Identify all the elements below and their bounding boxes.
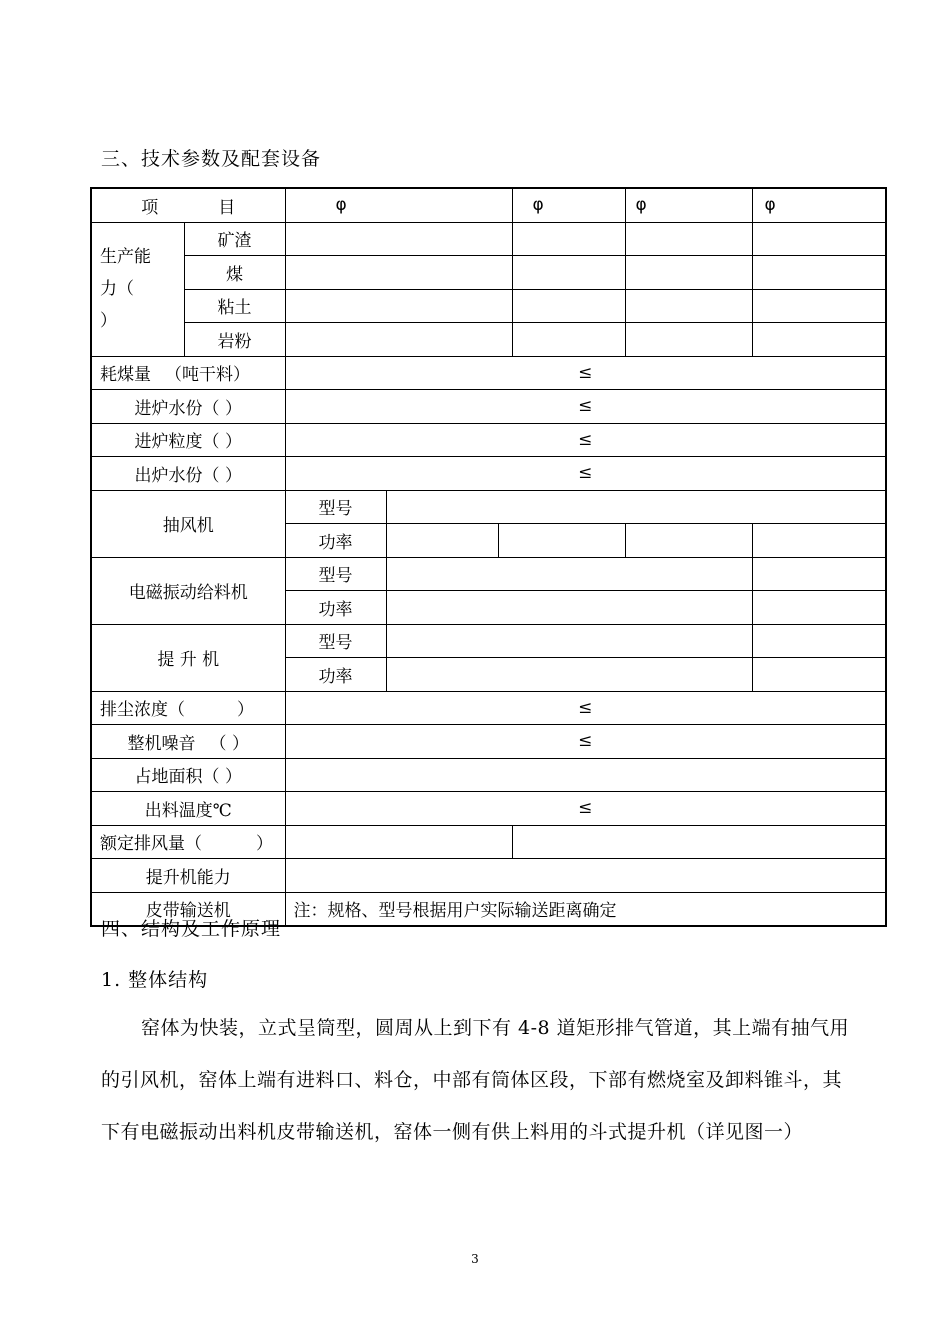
table-cell [752,323,886,357]
header-item-text-1: 项 [141,197,159,218]
table-cell [752,658,886,692]
dust-label-text: 排尘浓度（ [100,700,185,721]
inlet-size-value: ≤ [285,423,886,457]
table-cell [285,859,886,893]
table-cell [285,222,512,256]
fan-power-label: 功率 [285,524,386,558]
table-cell [386,557,752,591]
table-cell [285,825,512,859]
table-cell [512,256,625,290]
coal-consumption-value: ≤ [285,356,886,390]
table-cell [752,289,886,323]
temperature-label: 出料温度℃ [91,792,285,826]
elevator-capacity-label: 提升机能力 [91,859,285,893]
noise-label-text: 整机噪音 [127,733,196,754]
table-cell [285,289,512,323]
table-row-clay [91,289,886,323]
air-volume-label-text: 额定排风量（ [100,834,202,855]
table-cell [285,323,512,357]
coal-consumption-label-text: 耗煤量 [100,365,151,386]
table-row-outlet-moisture [91,457,886,491]
capacity-row-label: 粘土 [184,289,285,323]
inlet-moisture-value: ≤ [285,390,886,424]
section-title-technical-parameters: 三、技术参数及配套设备 [101,148,322,170]
feeder-label: 电磁振动给料机 [91,557,285,624]
table-row-dust [91,691,886,725]
inlet-moisture-label: 进炉水份（ ） [91,390,285,424]
table-row-elevator-model [91,624,886,658]
table-cell [625,222,752,256]
inlet-size-label: 进炉粒度（ ） [91,423,285,457]
table-row-elevator-capacity [91,859,886,893]
belt-note: 注：规格、型号根据用户实际输送距离确定 [285,892,886,926]
header-col4: φ [752,188,886,222]
capacity-label [91,222,184,356]
capacity-row-label: 岩粉 [184,323,285,357]
table-cell [386,490,886,524]
coal-consumption-label [91,356,285,390]
dust-value: ≤ [285,691,886,725]
table-cell [625,524,752,558]
fan-model-label: 型号 [285,490,386,524]
noise-label [91,725,285,759]
table-row-noise [91,725,886,759]
belt-label: 皮带输送机 [91,892,285,926]
outlet-moisture-label: 出炉水份（ ） [91,457,285,491]
table-cell [386,658,752,692]
air-volume-label-end: ） [256,834,273,855]
air-volume-label [91,825,285,859]
table-cell [498,524,625,558]
dust-label [91,691,285,725]
header-col2: φ [512,188,625,222]
spec-table [90,187,887,927]
table-cell [752,222,886,256]
table-row-air-volume [91,825,886,859]
dust-label-end: ） [237,700,254,721]
table-row-feeder-model [91,557,886,591]
table-cell [512,289,625,323]
capacity-label-line2-end: ） [100,311,117,331]
fan-label: 抽风机 [91,490,285,557]
elevator-power-label: 功率 [285,658,386,692]
table-cell [625,256,752,290]
capacity-row-label: 矿渣 [184,222,285,256]
table-cell [386,524,498,558]
elevator-label: 提 升 机 [91,624,285,691]
feeder-model-label: 型号 [285,557,386,591]
coal-consumption-unit: （吨干料） [165,365,250,386]
table-cell [512,323,625,357]
elevator-model-label: 型号 [285,624,386,658]
table-row-coal-consumption [91,356,886,390]
noise-value: ≤ [285,725,886,759]
capacity-label-line2: 力（ [100,279,134,299]
noise-label-unit: （ ） [209,733,249,754]
table-row-temperature [91,792,886,826]
table-cell [752,557,886,591]
table-row-slag [91,222,886,256]
table-cell [625,323,752,357]
temperature-value: ≤ [285,792,886,826]
table-cell [386,624,752,658]
table-cell [752,591,886,625]
structure-paragraph: 窑体为快装，立式呈筒型，圆周从上到下有 4-8 道矩形排气管道，其上端有抽气用的引风机，窑体上端有进料口、料仓，中部有筒体区段，下部有燃烧室及卸料锥斗，其下有电磁振动出料机皮带输送机，窑体一侧有供上料用的斗式提升机（详见图一） [101,1017,850,1143]
header-col1: φ [285,188,512,222]
capacity-row-label: 煤 [184,256,285,290]
page-number: 3 [471,1252,479,1266]
area-label: 占地面积（ ） [91,758,285,792]
table-cell [285,256,512,290]
table-row-inlet-size [91,423,886,457]
table-cell [752,624,886,658]
table-cell [625,289,752,323]
capacity-label-line1: 生产能 [100,247,151,267]
table-cell [512,825,886,859]
table-cell [752,524,886,558]
table-row-rock-powder [91,323,886,357]
table-header-row [91,188,886,222]
section-title-structure: 四、结构及工作原理 [101,918,282,940]
table-row-area [91,758,886,792]
table-row-coal [91,256,886,290]
table-cell [512,222,625,256]
header-item [91,188,285,222]
outlet-moisture-value: ≤ [285,457,886,491]
subsection-title-overall-structure: 1. 整体结构 [101,969,209,991]
header-item-text-2: 目 [218,197,236,218]
table-cell [285,758,886,792]
table-row-inlet-moisture [91,390,886,424]
table-row-fan-model [91,490,886,524]
feeder-power-label: 功率 [285,591,386,625]
table-cell [386,591,752,625]
table-cell [752,256,886,290]
header-col3: φ [625,188,752,222]
